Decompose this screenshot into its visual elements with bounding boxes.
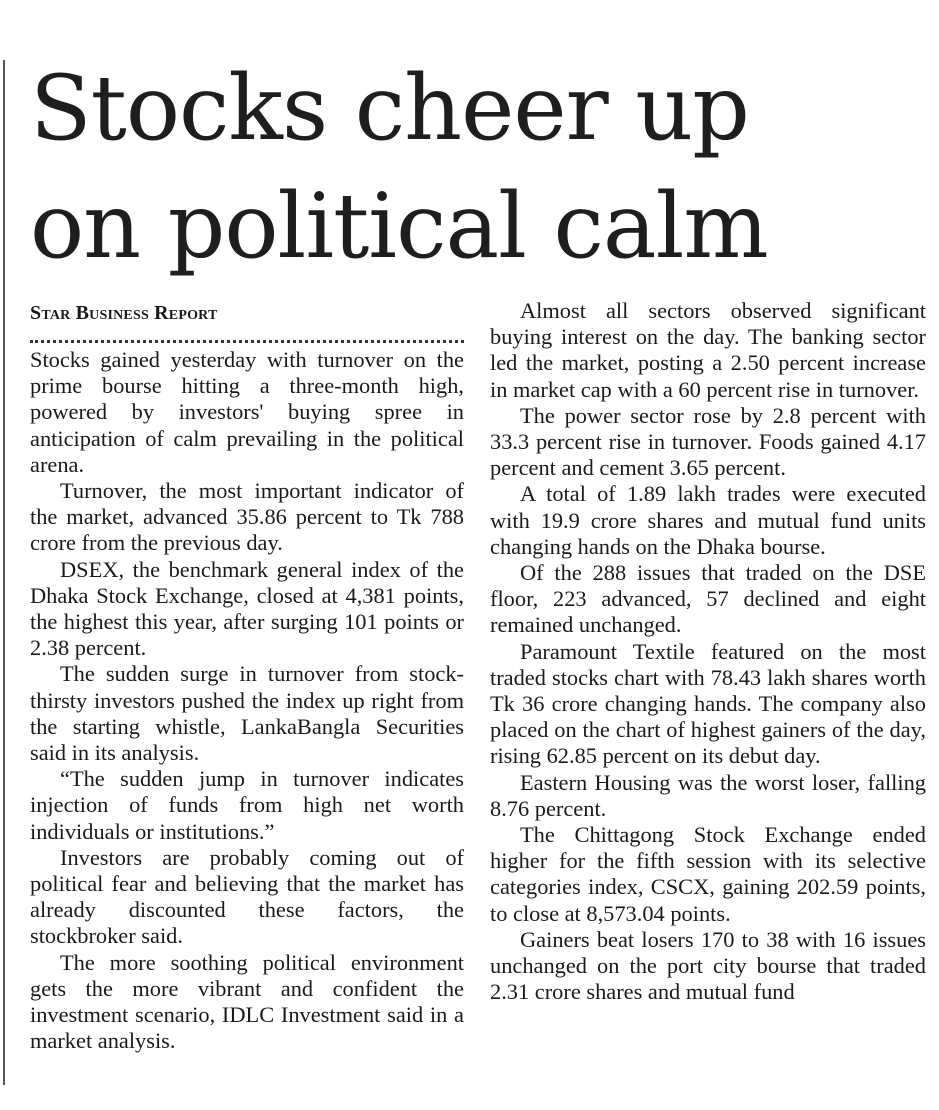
paragraph: DSEX, the benchmark general index of the Dhaka Stock Exchange, closed at 4,381 points, the highest this year, after surging 101 points or 2.38 percent. bbox=[30, 556, 464, 661]
paragraph: Eastern Housing was the worst loser, falling 8.76 percent. bbox=[490, 769, 926, 821]
paragraph: The sudden surge in turnover from stock-thirsty investors pushed the index up right from the starting whistle, LankaBangla Securities said in its analysis. bbox=[30, 661, 464, 766]
headline-line-1: Stocks cheer up bbox=[30, 56, 749, 161]
paragraph: Of the 288 issues that traded on the DSE floor, 223 advanced, 57 declined and eight remained unchanged. bbox=[490, 560, 926, 638]
left-column bbox=[30, 298, 464, 1054]
paragraph: The Chittagong Stock Exchange ended higher for the fifth session with its selective categories index, CSCX, gaining 202.59 points, to close at 8,573.04 points. bbox=[490, 822, 926, 926]
byline: Star Business Report bbox=[30, 300, 464, 343]
paragraph: Almost all sectors observed significant buying interest on the day. The banking sector led the market, posting a 2.50 percent increase in market cap with a 60 percent rise in turnover. bbox=[490, 298, 926, 402]
paragraph: Turnover, the most important indicator of the market, advanced 35.86 percent to Tk 788 crore from the previous day. bbox=[30, 478, 464, 556]
right-column bbox=[490, 298, 926, 1005]
paragraph: Stocks gained yesterday with turnover on the prime bourse hitting a three-month high, powered by investors' buying spree in anticipation of calm prevailing in the political arena. bbox=[30, 347, 464, 477]
paragraph: The more soothing political environment gets the more vibrant and confident the investment scenario, IDLC Investment said in a market analysis. bbox=[30, 949, 464, 1054]
headline-line-2: on political calm bbox=[30, 174, 768, 279]
paragraph: “The sudden jump in turnover indicates injection of funds from high net worth individuals or institutions.” bbox=[30, 766, 464, 844]
paragraph: Gainers beat losers 170 to 38 with 16 issues unchanged on the port city bourse that traded 2.31 crore shares and mutual fund bbox=[490, 926, 926, 1005]
left-column-rule bbox=[3, 60, 5, 1085]
paragraph: Investors are probably coming out of political fear and believing that the market has already discounted these factors, the stockbroker said. bbox=[30, 844, 464, 949]
paragraph: A total of 1.89 lakh trades were executed with 19.9 crore shares and mutual fund units changing hands on the Dhaka bourse. bbox=[490, 481, 926, 559]
headline bbox=[30, 50, 930, 286]
paragraph: Paramount Textile featured on the most traded stocks chart with 78.43 lakh shares worth Tk 36 crore changing hands. The company also placed on the chart of highest gainers of the day, rising 62.85 percent on its debut day. bbox=[490, 638, 926, 769]
paragraph: The power sector rose by 2.8 percent with 33.3 percent rise in turnover. Foods gained 4.17 percent and cement 3.65 percent. bbox=[490, 402, 926, 481]
